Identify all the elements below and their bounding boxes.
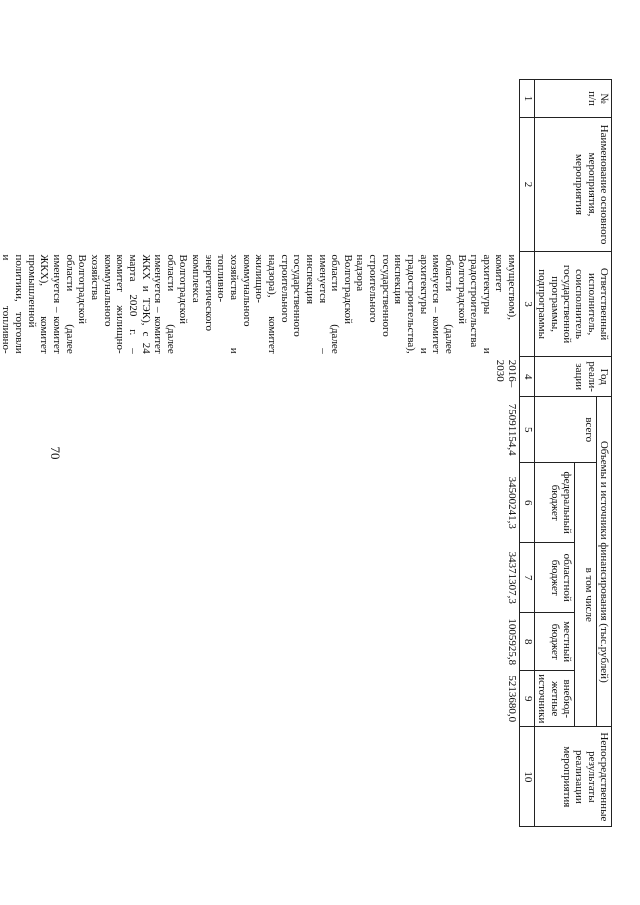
- column-number-row: [520, 80, 535, 827]
- header-row-1: [596, 80, 611, 827]
- column-number: 3: [520, 252, 535, 357]
- header-federal: федеральный бюджет: [535, 463, 575, 543]
- row-local: 1005925,8: [506, 618, 519, 666]
- column-number: 1: [520, 80, 535, 118]
- row-name: [0, 118, 520, 252]
- header-executor: Ответственный исполнитель, соисполнитель государственной программы, подпрограммы: [535, 252, 612, 357]
- column-number: 10: [520, 727, 535, 827]
- column-number: 5: [520, 397, 535, 463]
- row-regional: 34371307,3: [506, 551, 519, 604]
- column-number: 4: [520, 357, 535, 397]
- column-number: 2: [520, 118, 535, 252]
- column-number: 6: [520, 463, 535, 543]
- header-extra: внебюд-жетные источники: [535, 671, 575, 727]
- row-num: [0, 80, 520, 118]
- header-year: Год реали-зации: [535, 357, 612, 397]
- column-number: 8: [520, 613, 535, 671]
- row-federal: 34500241,3: [506, 476, 519, 529]
- header-total: всего: [535, 397, 597, 463]
- row-extra: 5213680,0: [506, 675, 519, 723]
- column-number: 7: [520, 543, 535, 613]
- page-number: 70: [48, 446, 63, 460]
- header-incl: в том числе: [575, 463, 597, 727]
- program-table: [0, 79, 612, 827]
- header-funding: Объемы и источники финансирования (тыс.рублей): [596, 397, 611, 727]
- column-number: 9: [520, 671, 535, 727]
- header-local: местный бюджет: [535, 613, 575, 671]
- header-num: № п/п: [535, 80, 612, 118]
- row-executor: имуществом), комитет архитектуры и градостроительства Волгоградской области (далее именуется – комитет архитектуры и градостроительства), инспекция государственного строительного надзора Волгоградской области (далее именуется – инспекция государственного строительного надзора), комитет жилищно-коммунального хозяйства и топливно-энергетического комплекса Волгоградской области (далее именуется – комитет ЖКХ и ТЭК), с 24 марта 2020 г. – комитет жилищно-коммунального хозяйства Волгоградской области (далее именуется – комитет ЖКХ), комитет промышленной политики, торговли и топливно-: [0, 254, 519, 354]
- header-regional: областной бюджет: [535, 543, 575, 613]
- table-row: [0, 80, 520, 827]
- row-total: 75091154,4: [506, 403, 519, 456]
- header-name: Наименование основного мероприятия, мероприятия: [535, 118, 612, 252]
- row-year: 2016– 2030: [493, 359, 519, 388]
- header-results: Непосредственные результаты реализации мероприятия: [535, 727, 612, 827]
- row-results: [0, 727, 520, 827]
